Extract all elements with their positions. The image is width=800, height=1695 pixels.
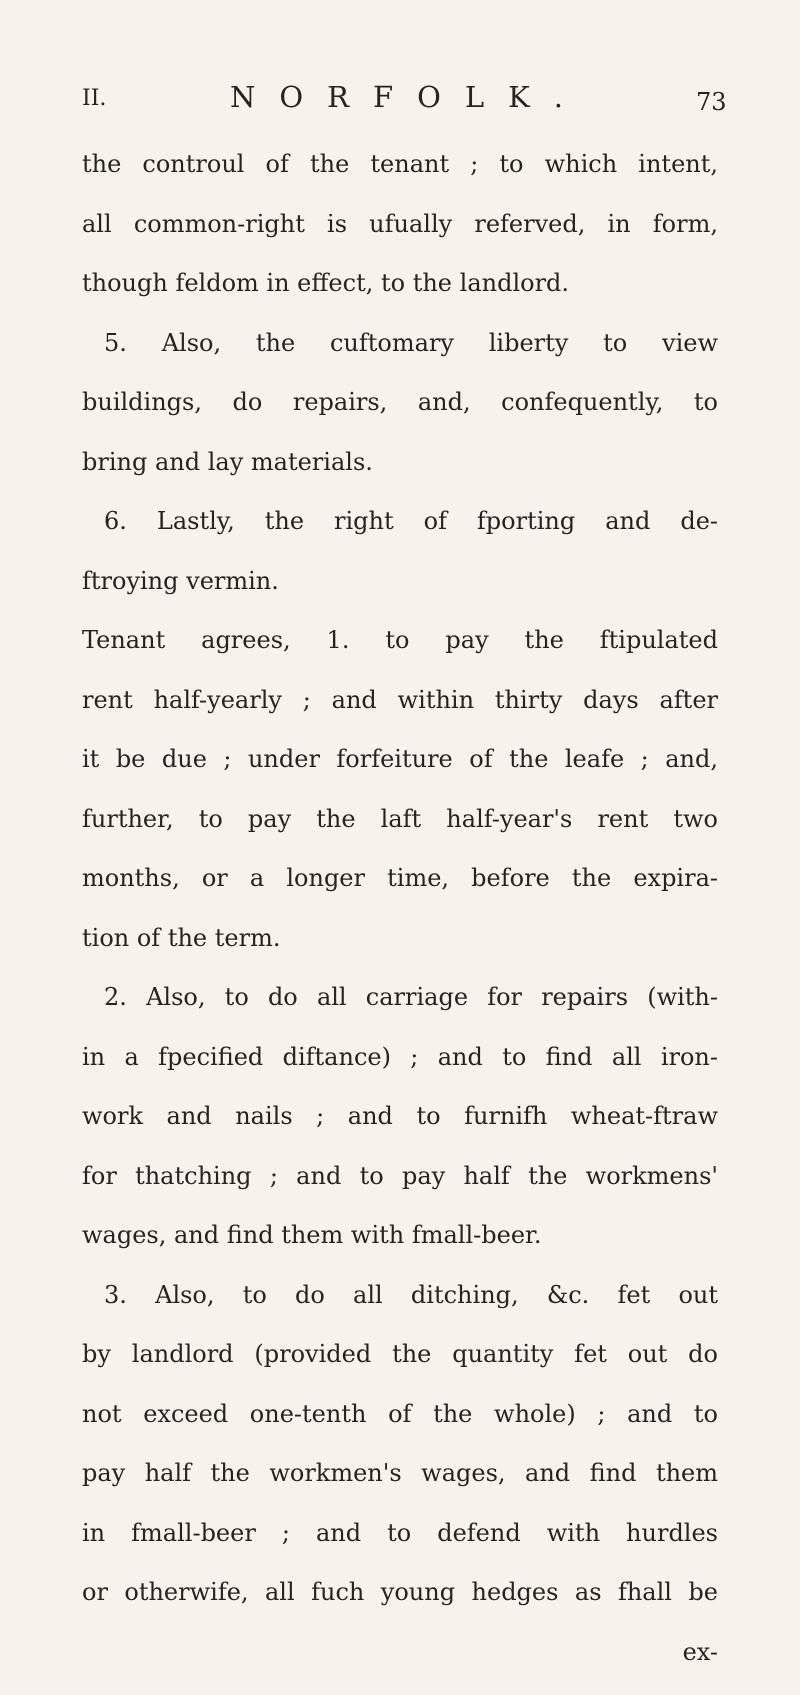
running-header: [0, 80, 800, 120]
text-line: the controul of the tenant ; to which intent,: [82, 148, 718, 208]
text-line: wages, and find them with fmall-beer.: [82, 1219, 718, 1279]
text-line: by landlord (provided the quantity fet out do: [82, 1338, 718, 1398]
text-line: further, to pay the laft half-year's rent two: [82, 803, 718, 863]
text-line: in a fpecified diftance) ; and to find all iron-: [82, 1041, 718, 1101]
text-line: not exceed one-tenth of the whole) ; and to: [82, 1398, 718, 1458]
running-title: NORFOLK.: [230, 80, 587, 114]
text-line: 5. Also, the cuftomary liberty to view: [82, 327, 718, 387]
text-line: buildings, do repairs, and, confequently, to: [82, 386, 718, 446]
text-line: 2. Also, to do all carriage for repairs (with-: [82, 981, 718, 1041]
text-line: ftroying vermin.: [82, 565, 718, 625]
text-line: rent half-yearly ; and within thirty days after: [82, 684, 718, 744]
text-line: though feldom in effect, to the landlord.: [82, 267, 718, 327]
text-line: months, or a longer time, before the expira-: [82, 862, 718, 922]
text-line: tion of the term.: [82, 922, 718, 982]
text-line: work and nails ; and to furnifh wheat-ftraw: [82, 1100, 718, 1160]
section-number: II.: [82, 86, 106, 111]
catchword: ex-: [82, 1636, 718, 1695]
text-line: for thatching ; and to pay half the workmens': [82, 1160, 718, 1220]
text-line: or otherwife, all fuch young hedges as fhall be: [82, 1576, 718, 1636]
text-line: it be due ; under forfeiture of the leafe ; and,: [82, 743, 718, 803]
text-line: all common-right is ufually referved, in form,: [82, 208, 718, 268]
page-number: 73: [696, 88, 727, 116]
text-line: 6. Lastly, the right of fporting and de-: [82, 505, 718, 565]
text-line: bring and lay materials.: [82, 446, 718, 506]
body-text: [82, 148, 718, 1695]
text-line: 3. Also, to do all ditching, &c. fet out: [82, 1279, 718, 1339]
text-line: in fmall-beer ; and to defend with hurdles: [82, 1517, 718, 1577]
text-line: Tenant agrees, 1. to pay the ftipulated: [82, 624, 718, 684]
text-line: pay half the workmen's wages, and find them: [82, 1457, 718, 1517]
